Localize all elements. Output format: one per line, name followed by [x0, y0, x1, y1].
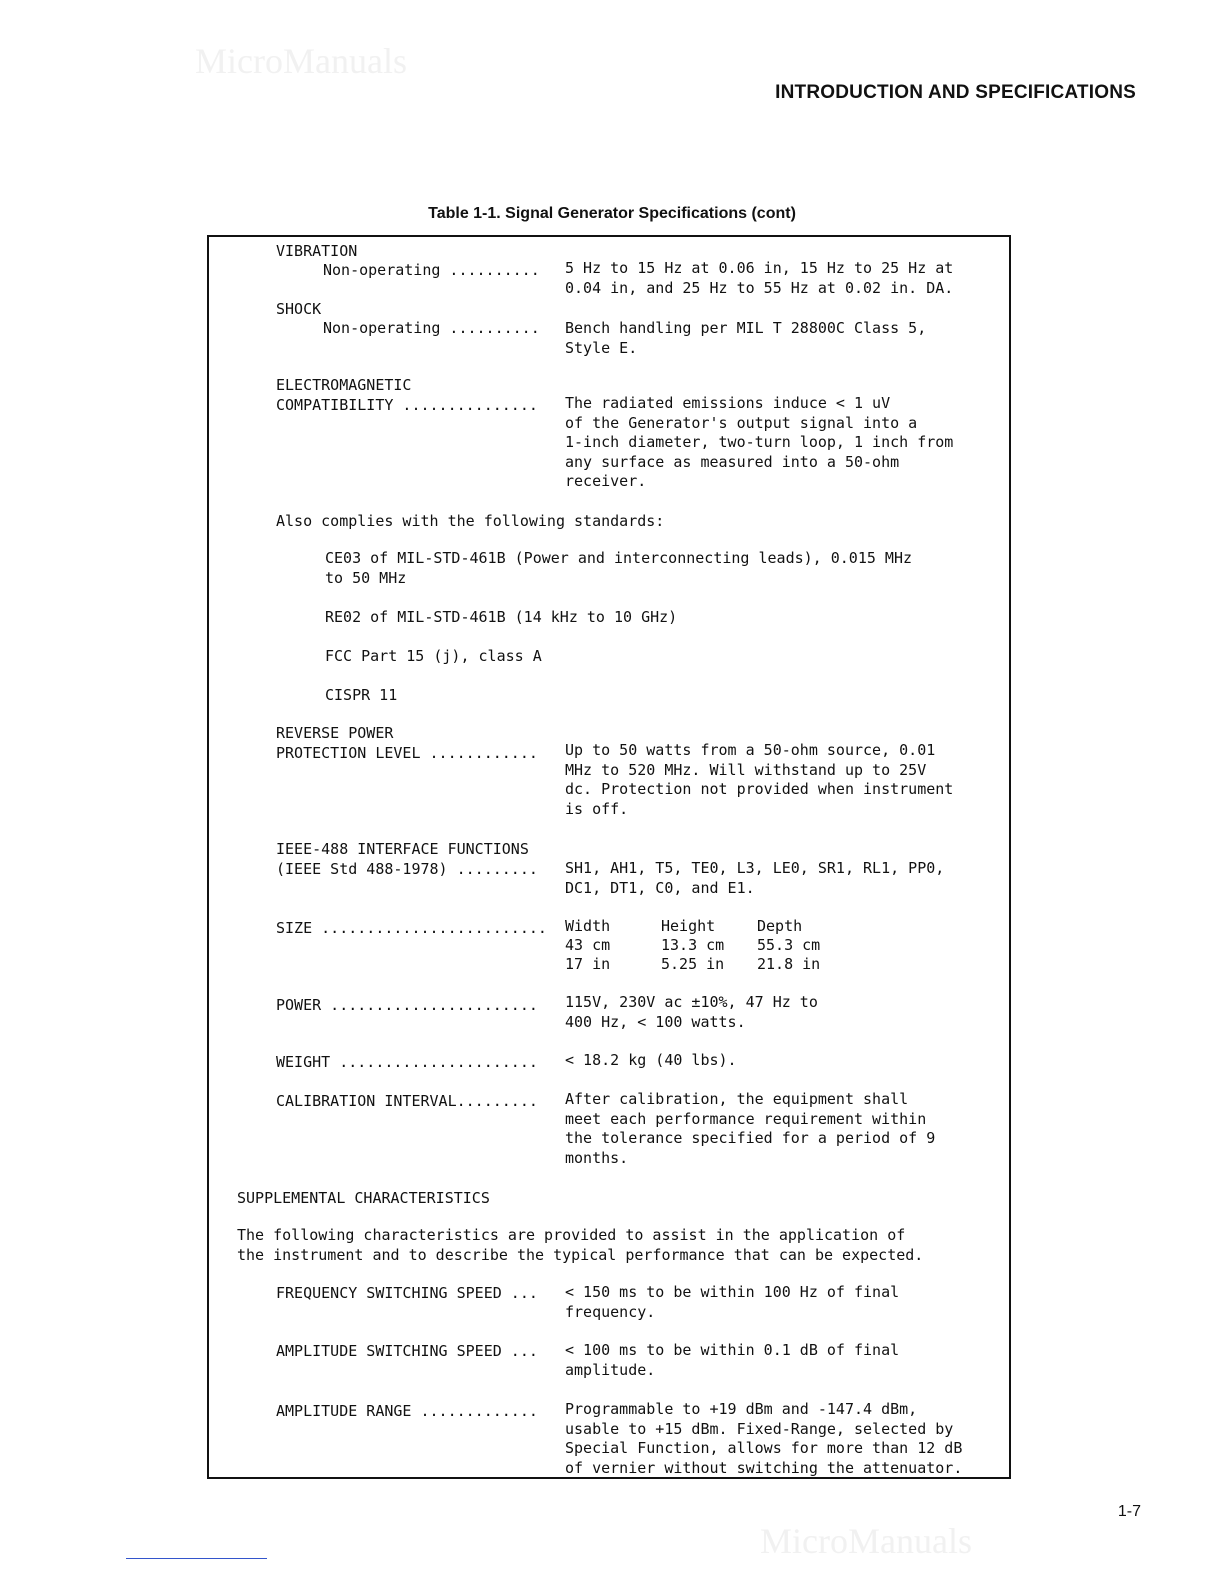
weight-value: < 18.2 kg (40 lbs). [565, 1051, 737, 1069]
ieee-value: SH1, AH1, T5, TE0, L3, LE0, SR1, RL1, PP0, DC1, DT1, C0, and E1. [565, 859, 945, 897]
standard-re02: RE02 of MIL-STD-461B (14 kHz to 10 GHz) [325, 608, 678, 626]
watermark-top: MicroManuals [195, 41, 407, 81]
table-title: Table 1-1. Signal Generator Specifications (cont) [428, 205, 796, 222]
size-cm-width: 43 cm [565, 936, 611, 954]
standards-intro: Also complies with the following standards: [276, 512, 665, 530]
reverse-power-label: REVERSE POWER PROTECTION LEVEL ............ [276, 724, 538, 762]
shock-value: Bench handling per MIL T 28800C Class 5, Style E. [565, 319, 927, 357]
supplemental-heading: SUPPLEMENTAL CHARACTERISTICS [237, 1189, 490, 1207]
freq-switch-value: < 150 ms to be within 100 Hz of final frequency. [565, 1283, 900, 1321]
amp-switch-label: AMPLITUDE SWITCHING SPEED ... [276, 1342, 538, 1360]
standard-fcc: FCC Part 15 (j), class A [325, 647, 542, 665]
ieee-label: IEEE-488 INTERFACE FUNCTIONS (IEEE Std 488-1978) ......... [276, 840, 538, 878]
amp-range-label: AMPLITUDE RANGE ............. [276, 1402, 538, 1420]
standard-ce03: CE03 of MIL-STD-461B (Power and interconnecting leads), 0.015 MHz to 50 MHz [325, 549, 912, 587]
standard-cispr: CISPR 11 [325, 686, 398, 704]
emc-label: ELECTROMAGNETIC COMPATIBILITY ............... [276, 376, 538, 414]
page-number: 1-7 [1117, 1503, 1141, 1520]
vibration-label: Non-operating .......... [323, 261, 540, 279]
power-value: 115V, 230V ac ±10%, 47 Hz to 400 Hz, < 100 watts. [565, 993, 818, 1031]
calibration-label: CALIBRATION INTERVAL......... [276, 1092, 538, 1110]
amp-switch-value: < 100 ms to be within 0.1 dB of final amplitude. [565, 1341, 900, 1379]
weight-label: WEIGHT ...................... [276, 1053, 538, 1071]
size-label: SIZE ......................... [276, 919, 547, 937]
calibration-value: After calibration, the equipment shall meet each performance requirement within the tolerance specified for a period of 9 months. [565, 1090, 936, 1167]
size-in-depth: 21.8 in [757, 955, 821, 973]
emc-value: The radiated emissions induce < 1 uV of the Generator's output signal into a 1-inch diameter, two-turn loop, 1 inch from any surface as measured into a 50-ohm receiver. [565, 394, 954, 491]
size-cm-depth: 55.3 cm [757, 936, 821, 954]
amp-range-value: Programmable to +19 dBm and -147.4 dBm, usable to +15 dBm. Fixed-Range, selected by Special Function, allows for more than 12 dB of vernier without switching the attenuator. [565, 1400, 963, 1477]
specifications-table [207, 235, 1011, 1479]
shock-heading: SHOCK [276, 300, 322, 318]
watermark-bottom: MicroManuals [760, 1521, 972, 1561]
shock-label: Non-operating .......... [323, 319, 540, 337]
size-header-depth: Depth [757, 917, 803, 935]
size-in-height: 5.25 in [661, 955, 725, 973]
reverse-power-value: Up to 50 watts from a 50-ohm source, 0.01 MHz to 520 MHz. Will withstand up to 25V dc. Protection not provided when instrument is off. [565, 741, 954, 818]
footer-rule [126, 1558, 267, 1559]
power-label: POWER ....................... [276, 996, 538, 1014]
supplemental-intro: The following characteristics are provided to assist in the application of the instrument and to describe the typical performance that can be expected. [237, 1226, 924, 1264]
vibration-value: 5 Hz to 15 Hz at 0.06 in, 15 Hz to 25 Hz at 0.04 in, and 25 Hz to 55 Hz at 0.02 in. DA. [565, 259, 954, 297]
section-header: INTRODUCTION AND SPECIFICATIONS [775, 82, 1136, 103]
size-header-height: Height [661, 917, 716, 935]
freq-switch-label: FREQUENCY SWITCHING SPEED ... [276, 1284, 538, 1302]
size-header-width: Width [565, 917, 611, 935]
size-in-width: 17 in [565, 955, 611, 973]
vibration-heading: VIBRATION [276, 242, 358, 260]
size-cm-height: 13.3 cm [661, 936, 725, 954]
